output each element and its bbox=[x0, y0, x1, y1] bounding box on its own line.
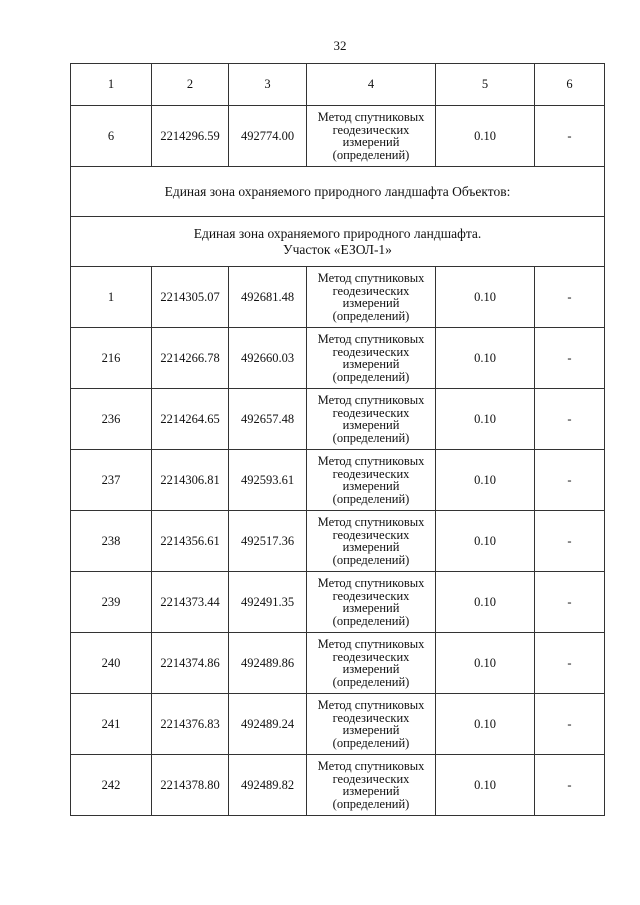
method-cell: Метод спутниковых геодезических измерений (определений) bbox=[307, 572, 436, 633]
table-row bbox=[71, 633, 605, 694]
table-row bbox=[71, 106, 605, 167]
method-cell: Метод спутниковых геодезических измерений (определений) bbox=[307, 511, 436, 572]
x-coordinate-cell: 2214306.81 bbox=[152, 450, 229, 511]
column-header: 6 bbox=[535, 64, 605, 106]
y-coordinate-cell: 492681.48 bbox=[229, 267, 307, 328]
x-coordinate-cell: 2214356.61 bbox=[152, 511, 229, 572]
table-row bbox=[71, 755, 605, 816]
y-coordinate-cell: 492657.48 bbox=[229, 389, 307, 450]
point-number-cell: 216 bbox=[71, 328, 152, 389]
y-coordinate-cell: 492774.00 bbox=[229, 106, 307, 167]
method-cell: Метод спутниковых геодезических измерений (определений) bbox=[307, 755, 436, 816]
accuracy-cell: 0.10 bbox=[436, 572, 535, 633]
column-header: 3 bbox=[229, 64, 307, 106]
point-number-cell: 239 bbox=[71, 572, 152, 633]
accuracy-cell: 0.10 bbox=[436, 267, 535, 328]
point-number-cell: 237 bbox=[71, 450, 152, 511]
x-coordinate-cell: 2214373.44 bbox=[152, 572, 229, 633]
section-heading-row bbox=[71, 217, 605, 267]
y-coordinate-cell: 492489.24 bbox=[229, 694, 307, 755]
point-number-cell: 240 bbox=[71, 633, 152, 694]
description-cell: - bbox=[535, 511, 605, 572]
coordinates-table bbox=[70, 63, 605, 816]
point-number-cell: 242 bbox=[71, 755, 152, 816]
accuracy-cell: 0.10 bbox=[436, 694, 535, 755]
accuracy-cell: 0.10 bbox=[436, 755, 535, 816]
description-cell: - bbox=[535, 694, 605, 755]
column-header: 5 bbox=[436, 64, 535, 106]
accuracy-cell: 0.10 bbox=[436, 389, 535, 450]
description-cell: - bbox=[535, 633, 605, 694]
column-header: 1 bbox=[71, 64, 152, 106]
y-coordinate-cell: 492593.61 bbox=[229, 450, 307, 511]
accuracy-cell: 0.10 bbox=[436, 511, 535, 572]
table-row bbox=[71, 267, 605, 328]
accuracy-cell: 0.10 bbox=[436, 106, 535, 167]
point-number-cell: 1 bbox=[71, 267, 152, 328]
x-coordinate-cell: 2214378.80 bbox=[152, 755, 229, 816]
x-coordinate-cell: 2214296.59 bbox=[152, 106, 229, 167]
point-number-cell: 238 bbox=[71, 511, 152, 572]
table-row bbox=[71, 328, 605, 389]
section-heading-line: Единая зона охраняемого природного ландшафта. bbox=[193, 225, 482, 241]
section-heading-row bbox=[71, 167, 605, 217]
description-cell: - bbox=[535, 106, 605, 167]
description-cell: - bbox=[535, 755, 605, 816]
table-row bbox=[71, 389, 605, 450]
point-number-cell: 6 bbox=[71, 106, 152, 167]
method-cell: Метод спутниковых геодезических измерений (определений) bbox=[307, 450, 436, 511]
x-coordinate-cell: 2214266.78 bbox=[152, 328, 229, 389]
method-cell: Метод спутниковых геодезических измерений (определений) bbox=[307, 389, 436, 450]
accuracy-cell: 0.10 bbox=[436, 328, 535, 389]
method-cell: Метод спутниковых геодезических измерений (определений) bbox=[307, 633, 436, 694]
method-cell: Метод спутниковых геодезических измерений (определений) bbox=[307, 267, 436, 328]
y-coordinate-cell: 492517.36 bbox=[229, 511, 307, 572]
point-number-cell: 236 bbox=[71, 389, 152, 450]
y-coordinate-cell: 492489.82 bbox=[229, 755, 307, 816]
description-cell: - bbox=[535, 450, 605, 511]
table-row bbox=[71, 694, 605, 755]
section-heading bbox=[71, 167, 605, 217]
table-row bbox=[71, 511, 605, 572]
description-cell: - bbox=[535, 328, 605, 389]
method-cell: Метод спутниковых геодезических измерений (определений) bbox=[307, 328, 436, 389]
x-coordinate-cell: 2214264.65 bbox=[152, 389, 229, 450]
accuracy-cell: 0.10 bbox=[436, 450, 535, 511]
x-coordinate-cell: 2214376.83 bbox=[152, 694, 229, 755]
point-number-cell: 241 bbox=[71, 694, 152, 755]
column-header: 4 bbox=[307, 64, 436, 106]
x-coordinate-cell: 2214374.86 bbox=[152, 633, 229, 694]
table-row bbox=[71, 572, 605, 633]
column-header: 2 bbox=[152, 64, 229, 106]
y-coordinate-cell: 492489.86 bbox=[229, 633, 307, 694]
method-cell: Метод спутниковых геодезических измерений (определений) bbox=[307, 694, 436, 755]
accuracy-cell: 0.10 bbox=[436, 633, 535, 694]
table-header-row bbox=[71, 64, 605, 106]
method-cell: Метод спутниковых геодезических измерений (определений) bbox=[307, 106, 436, 167]
y-coordinate-cell: 492491.35 bbox=[229, 572, 307, 633]
section-heading bbox=[71, 217, 605, 267]
section-heading-line: Единая зона охраняемого природного ландшафта Объектов: bbox=[164, 183, 511, 199]
description-cell: - bbox=[535, 267, 605, 328]
x-coordinate-cell: 2214305.07 bbox=[152, 267, 229, 328]
table-row bbox=[71, 450, 605, 511]
section-heading-line: Участок «ЕЗОЛ-1» bbox=[283, 241, 392, 257]
description-cell: - bbox=[535, 389, 605, 450]
y-coordinate-cell: 492660.03 bbox=[229, 328, 307, 389]
page-number: 32 bbox=[333, 38, 347, 53]
description-cell: - bbox=[535, 572, 605, 633]
